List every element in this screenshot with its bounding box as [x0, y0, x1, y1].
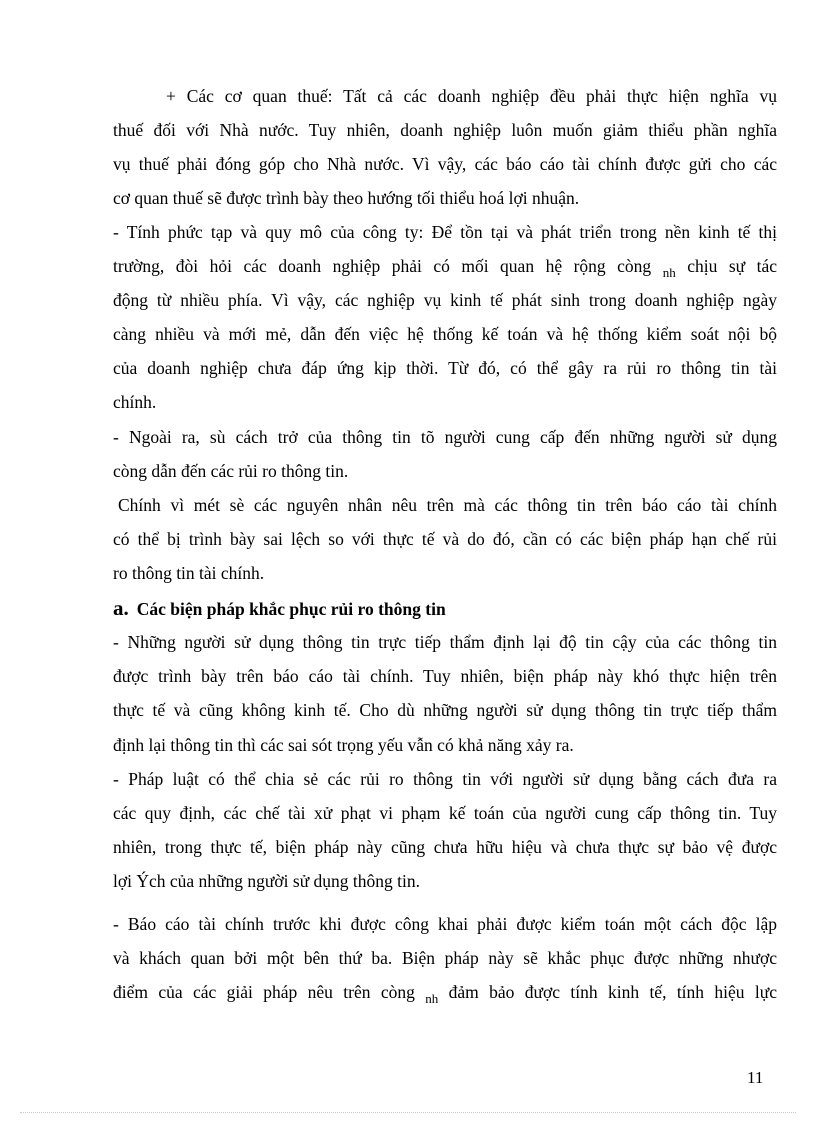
page-number: 11: [747, 1068, 764, 1087]
paragraph-line: - Pháp luật có thể chia sẻ các rủi ro thông tin với người sử dụng bằng cách đưa ra: [113, 769, 777, 789]
text-segment: trường, đòi hỏi các doanh nghiệp phải có mối quan hệ rộng còng: [113, 256, 652, 276]
heading-marker: a.: [113, 596, 129, 620]
footer-divider: [20, 1112, 796, 1113]
paragraph-line: thuế đối với Nhà nước. Tuy nhiên, doanh nghiệp luôn muốn giảm thiểu phần nghĩa: [113, 120, 777, 140]
paragraph-line: cơ quan thuế sẽ được trình bày theo hướng tối thiểu hoá lợi nhuận.: [113, 188, 580, 208]
paragraph-line: [113, 980, 777, 1006]
subscript-fragment: nh: [425, 991, 439, 1006]
paragraph-line: - Ngoài ra, sù cách trở của thông tin tõ người cung cấp đến những người sử dụng: [113, 427, 777, 447]
section-heading: [113, 596, 446, 621]
text-segment: chịu sự tác: [687, 256, 778, 276]
paragraph-line: được trình bày trên báo cáo tài chính. Tuy nhiên, biện pháp này khó thực hiện trên: [113, 666, 777, 686]
paragraph-line: nhiên, trong thực tế, biện pháp này cũng chưa hữu hiệu và chưa thực sự bảo vệ được: [113, 837, 777, 857]
text-segment: điểm của các giải pháp nêu trên còng: [113, 982, 415, 1002]
paragraph-line: - Tính phức tạp và quy mô của công ty: Để tồn tại và phát triển trong nền kinh tế thị: [113, 222, 777, 242]
paragraph-line: - Những người sử dụng thông tin trực tiếp thẩm định lại độ tin cậy của các thông tin: [113, 632, 777, 652]
text-segment: đảm bảo được tính kinh tế, tính hiệu lực: [448, 982, 778, 1002]
paragraph-line: lợi Ých của những người sử dụng thông tin.: [113, 871, 421, 891]
paragraph-line: thực tế và cũng không kinh tế. Cho dù những người sử dụng thông tin trực tiếp thẩm: [113, 700, 777, 720]
paragraph-line: ro thông tin tài chính.: [113, 563, 265, 583]
paragraph-line: động từ nhiều phía. Vì vậy, các nghiệp vụ kinh tế phát sinh trong doanh nghiệp ngày: [113, 290, 777, 310]
paragraph-line: - Báo cáo tài chính trước khi được công khai phải được kiểm toán một cách độc lập: [113, 914, 777, 934]
paragraph-line: có thể bị trình bày sai lệch so với thực tế và do đó, cần có các biện pháp hạn chế rủi: [113, 529, 777, 549]
subscript-fragment: nh: [662, 265, 676, 280]
paragraph-line: và khách quan bởi một bên thứ ba. Biện pháp này sẽ khắc phục được những nhược: [113, 948, 777, 968]
paragraph-line: các quy định, các chế tài xử phạt vi phạm kế toán của người cung cấp thông tin. Tuy: [113, 803, 777, 823]
paragraph-line: [113, 254, 777, 280]
paragraph-line: Chính vì mét sè các nguyên nhân nêu trên mà các thông tin trên báo cáo tài chính: [118, 495, 777, 515]
paragraph-line: + Các cơ quan thuế: Tất cả các doanh nghiệp đều phải thực hiện nghĩa vụ: [166, 86, 777, 106]
heading-text: Các biện pháp khắc phục rủi ro thông tin: [136, 599, 446, 619]
paragraph-line: chính.: [113, 392, 157, 412]
paragraph-line: càng nhiều và mới mẻ, dẫn đến việc hệ thống kế toán và hệ thống kiểm soát nội bộ: [113, 324, 777, 344]
paragraph-line: định lại thông tin thì các sai sót trọng yếu vẫn có khả năng xảy ra.: [113, 735, 574, 755]
paragraph-line: của doanh nghiệp chưa đáp ứng kịp thời. Từ đó, có thể gây ra rủi ro thông tin tài: [113, 358, 777, 378]
paragraph-line: vụ thuế phải đóng góp cho Nhà nước. Vì vậy, các báo cáo tài chính được gửi cho các: [113, 154, 777, 174]
paragraph-line: còng dẫn đến các rủi ro thông tin.: [113, 461, 349, 481]
